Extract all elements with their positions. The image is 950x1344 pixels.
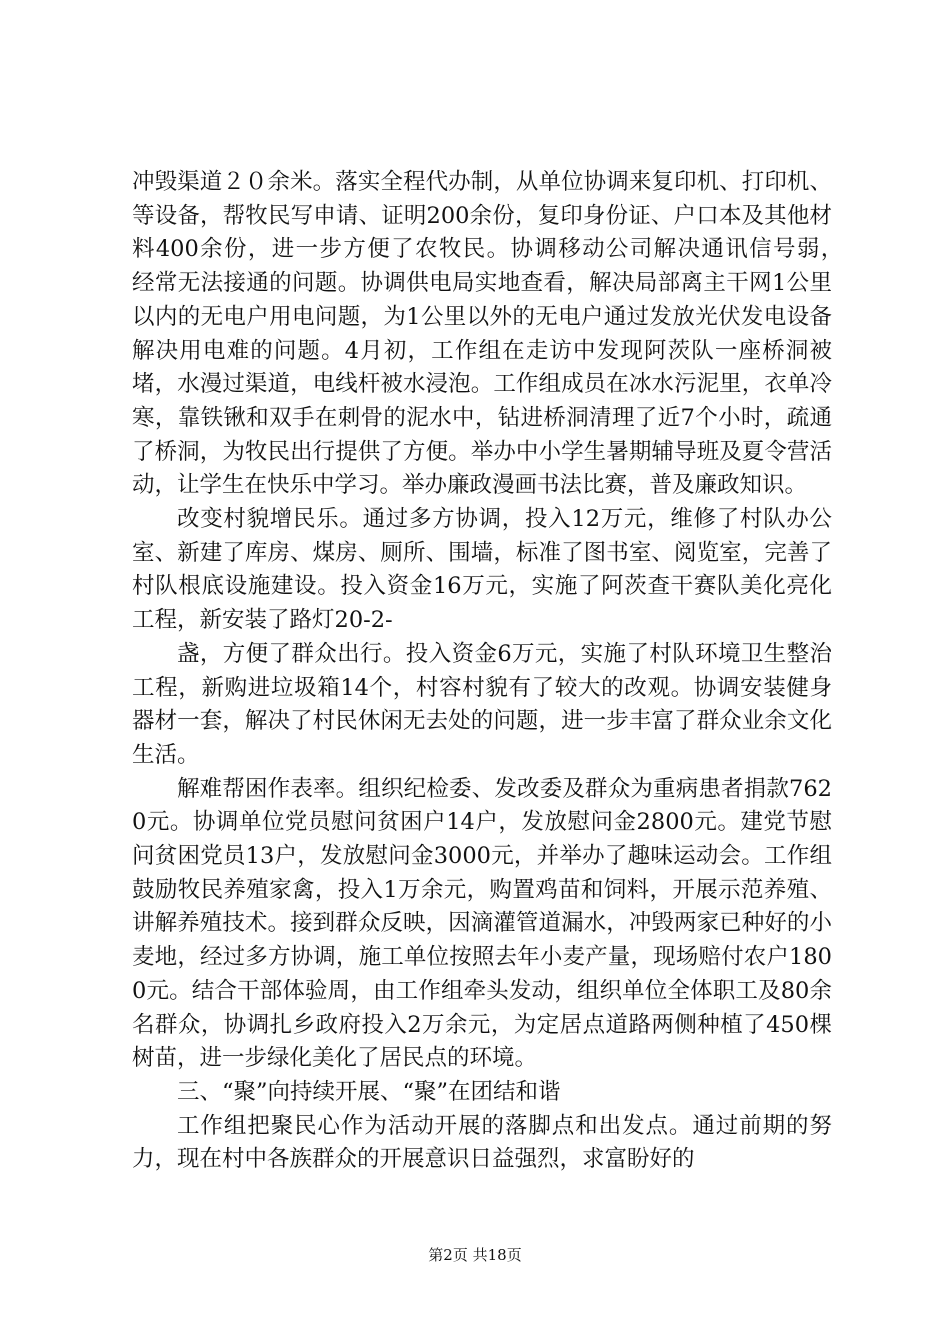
paragraph-2: 改变村貌增民乐。通过多方协调，投入12万元，维修了村队办公室、新建了库房、煤房、厕所、围墙，标准了图书室、阅览室，完善了村队根底设施建设。投入资金16万元，实施了阿茨查干赛队美化亮化工程，新安装了路灯20-2- [132,506,832,634]
paragraph-1: 冲毁渠道２０余米。落实全程代办制，从单位协调来复印机、打印机、等设备，帮牧民写申请、证明200余份，复印身份证、户口本及其他材料400余份，进一步方便了农牧民。协调移动公司解决通讯信号弱， 经常无法接通的问题。协调供电局实地查看，解决局部离主干网1公里以内的无电户用电问题，为1公里以外的无电户通过发放光伏发电设备解决用电难的问题。4月初，工作组在走访中发现阿茨队一座桥洞被堵，水漫过渠道，电线杆被水浸泡。工作组成员在冰水污泥里，衣单冷寒，靠铁锹和双手在刺骨的泥水中，钻进桥洞清理了近7个小时，疏通了桥洞，为牧民出行提供了方便。举办中小学生暑期辅导班及夏令营活动，让学生在快乐中学习。举办廉政漫画书法比赛，普及廉政知识。 [132,169,878,499]
paragraph-3: 盏，方便了群众出行。投入资金6万元，实施了村队环境卫生整治工程，新购进垃圾箱14个，村容村貌有了较大的改观。协调安装健身器材一套，解决了村民休闲无去处的问题，进一步丰富了群众业余文化生活。 [132,640,832,768]
section-heading: 三、“聚”向持续开展、“聚”在团结和谐 [177,1078,561,1105]
paragraph-5: 工作组把聚民心作为活动开展的落脚点和出发点。通过前期的努力，现在村中各族群众的开展意识日益强烈，求富盼好的 [132,1112,832,1173]
document-body [132,166,878,1177]
paragraph-4: 解难帮困作表率。组织纪检委、发改委及群众为重病患者捐款7620元。协调单位党员慰问贫困户14户，发放慰问金2800元。建党节慰问贫困党员13户，发放慰问金3000元，并举办了趣味运动会。工作组鼓励牧民养殖家禽，投入1万余元，购置鸡苗和饲料，开展示范养殖、讲解养殖技术。接到群众反映，因滴灌管道漏水，冲毁两家已种好的小麦地，经过多方协调，施工单位按照去年小麦产量，现场赔付农户1800元。结合干部体验周，由工作组牵头发动，组织单位全体职工及80余名群众，协调扎乡政府投入2万余元，为定居点道路两侧种植了450棵树苗，进一步绿化美化了居民点的环境。 [132,775,832,1072]
page-footer: 第2页 共18页 [428,1246,522,1264]
